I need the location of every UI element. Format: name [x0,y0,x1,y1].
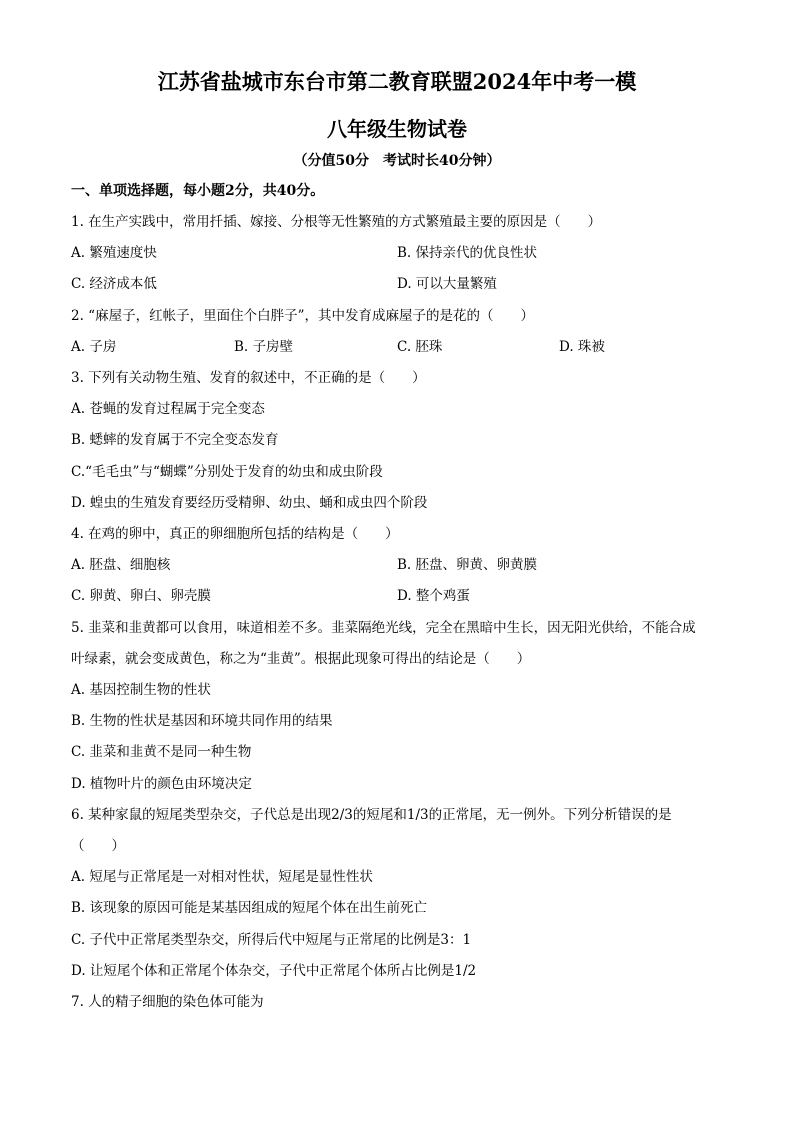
question-2-option-a: A. 子房 [71,339,117,355]
question-6-stem-line-2: （ ） [71,838,125,854]
question-5-option-c: C. 韭菜和韭黄不是同一种生物 [71,744,252,760]
question-5-option-d: D. 植物叶片的颜色由环境决定 [71,776,252,792]
question-4-option-d: D. 整个鸡蛋 [397,588,470,604]
question-2-option-d: D. 珠被 [559,339,605,355]
question-1-stem: 1. 在生产实践中，常用扦插、嫁接、分根等无性繁殖的方式繁殖最主要的原因是（ ） [71,214,602,230]
question-4-option-b: B. 胚盘、卵黄、卵黄膜 [397,557,538,573]
section-heading: 一、单项选择题，每小题2分，共40分。 [71,183,325,199]
exam-info: （分值50分 考试时长40分钟） [293,153,501,169]
question-6-option-c: C. 子代中正常尾类型杂交，所得后代中短尾与正常尾的比例是3：1 [71,932,472,948]
question-4-option-c: C. 卵黄、卵白、卵壳膜 [71,588,211,604]
question-2-stem: 2. “麻屋子，红帐子，里面住个白胖子”，其中发育成麻屋子的是花的（ ） [71,308,534,324]
question-6-option-b: B. 该现象的原因可能是某基因组成的短尾个体在出生前死亡 [71,900,428,916]
exam-title: 江苏省盐城市东台市第二教育联盟2024年中考一模 [157,69,637,94]
question-3-option-c: C.“毛毛虫”与“蝴蝶”分别处于发育的幼虫和成虫阶段 [71,464,383,480]
question-4-stem: 4. 在鸡的卵中，真正的卵细胞所包括的结构是（ ） [71,526,399,542]
question-3-stem: 3. 下列有关动物生殖、发育的叙述中，不正确的是（ ） [71,370,426,386]
question-1-option-d: D. 可以大量繁殖 [397,276,497,292]
question-6-option-a: A. 短尾与正常尾是一对相对性状，短尾是显性性状 [71,869,373,885]
question-2-option-b: B. 子房壁 [234,339,294,355]
question-3-option-a: A. 苍蝇的发育过程属于完全变态 [71,401,265,417]
exam-subtitle: 八年级生物试卷 [327,117,467,141]
question-1-option-b: B. 保持亲代的优良性状 [397,245,538,261]
question-2-option-c: C. 胚珠 [397,339,443,355]
question-3-option-d: D. 蝗虫的生殖发育要经历受精卵、幼虫、蛹和成虫四个阶段 [71,495,428,511]
question-5-stem-line-1: 5. 韭菜和韭黄都可以食用，味道相差不多。韭菜隔绝光线，完全在黑暗中生长，因无阳光供给，不能合成 [71,620,696,636]
question-4-option-a: A. 胚盘、细胞核 [71,557,171,573]
question-1-option-a: A. 繁殖速度快 [71,245,157,261]
question-5-option-a: A. 基因控制生物的性状 [71,682,211,698]
question-1-option-c: C. 经济成本低 [71,276,157,292]
question-6-option-d: D. 让短尾个体和正常尾个体杂交，子代中正常尾个体所占比例是1/2 [71,963,477,979]
question-5-stem-line-2: 叶绿素，就会变成黄色，称之为“韭黄”。根据此现象可得出的结论是（ ） [71,651,531,667]
question-7-stem: 7. 人的精子细胞的染色体可能为 [71,994,264,1010]
question-6-stem-line-1: 6. 某种家鼠的短尾类型杂交，子代总是出现2/3的短尾和1/3的正常尾，无一例外。下列分析错误的是 [71,807,672,823]
question-3-option-b: B. 蟋蟀的发育属于不完全变态发育 [71,432,279,448]
question-5-option-b: B. 生物的性状是基因和环境共同作用的结果 [71,713,333,729]
